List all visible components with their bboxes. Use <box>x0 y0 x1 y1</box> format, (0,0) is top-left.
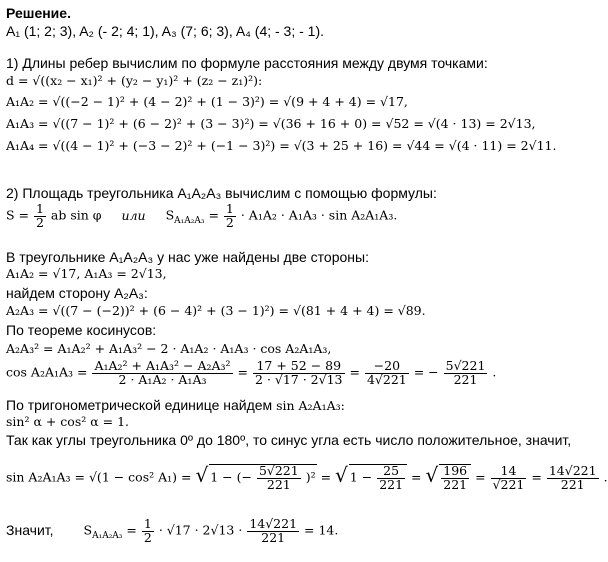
sin-radicand-3 <box>439 464 471 491</box>
points-line: A₁ (1; 2; 3), A₂ (- 2; 4; 1), A₃ (7; 6; 3), A₄ (4; - 3; - 1). <box>6 23 325 39</box>
edge-a1a3: A₁A₃ = √((7 − 1)² + (6 − 2)² + (3 − 3)²) = √(36 + 16 + 0) = √52 = √(4 · 13) = 2√13, <box>6 116 536 131</box>
edge-a2a3: A₂A₃ = √((7 − (−2))² + (6 − 4)² + (3 − 1)²) = √(81 + 4 + 4) = √89. <box>6 303 426 318</box>
sin-frac-5-den: 221 <box>547 478 599 492</box>
sin-frac-1 <box>257 465 301 491</box>
sin-frac-2-num: 25 <box>383 463 400 478</box>
final-half-den: 2 <box>143 529 152 545</box>
cos-frac-4-den: 221 <box>444 373 488 387</box>
sin-frac-1-den: 221 <box>257 478 301 492</box>
cos-frac-2-den: 2 · √17 · 2√13 <box>255 371 343 387</box>
sqrt-sign-3 <box>426 463 439 487</box>
cos-frac-3 <box>365 360 409 386</box>
half-den: 2 <box>35 214 44 230</box>
find-side-text: найдем сторону A₂A₃: <box>6 285 148 301</box>
sin-i1-post: )² <box>305 469 316 485</box>
sin-radicand-2 <box>349 464 407 491</box>
cos-frac-3-num: −20 <box>373 358 401 373</box>
area-formula-mid: ab sin φ <box>50 207 102 223</box>
cos-frac-2-num: 17 + 52 − 89 <box>256 358 342 373</box>
final-frac <box>247 518 299 544</box>
sin-frac-3-den: 221 <box>443 476 468 492</box>
sin-frac-3 <box>441 465 469 491</box>
edge-a1a4: A₁A₄ = √((4 − 1)² + (−3 − 2)² + (−1 − 3)²) = √(3 + 25 + 16) = √44 = √(4 · 11) = 2√11. <box>6 138 557 153</box>
final-frac-den: 221 <box>247 531 299 545</box>
sin-frac-5 <box>547 465 599 491</box>
final-s: S <box>83 522 93 538</box>
half-num: 1 <box>35 201 44 216</box>
sin-frac-4 <box>491 465 527 491</box>
cos-computation: cos A₂A₁A₃ = $\frac{\text{A₁A₂² + A₁A₃² − A₂A₃²}}{\text{2 · A₁A₂ · A₁A₃}}$ = $\frac{17 + 52 - 89}{2 \cdot √17 \cdot 2√13}$ = $\frac{-20}{4√221}$ = − $\frac{5√221}{221}$ . <box>6 358 497 387</box>
trig-identity-text <box>6 398 345 413</box>
cosine-theorem-eq: A₂A₃² = A₁A₂² + A₁A₃² − 2 · A₁A₂ · A₁A₃ · cos A₂A₁A₃, <box>6 341 332 356</box>
half-num-2: 1 <box>225 201 234 216</box>
area-formula: S = $\frac{1}{2}$ ab sin φ или $S_{A_1A_2A_3}$ = $\frac{1}{2}$ · A₁A₂ · A₁A₃ · sin A₂A₁A₃. <box>6 201 398 230</box>
section2-title: 2) Площадь треугольника A₁A₂A₃ вычислим с помощью формулы: <box>6 185 437 201</box>
sin-frac-4-den: √221 <box>492 476 525 492</box>
found-sides-values: A₁A₂ = √17, A₁A₃ = 2√13, <box>6 266 167 281</box>
sin-frac-4-num: 14 <box>500 463 517 478</box>
area-formula-or: или <box>121 207 146 223</box>
area-formula-left: S = <box>6 207 33 223</box>
sin-frac-2 <box>377 465 405 491</box>
trig-text: По тригонометрической единице найдем <box>6 397 273 413</box>
final-eq: = <box>126 522 137 538</box>
edge-a1a2: A₁A₂ = √((−2 − 1)² + (4 − 2)² + (1 − 3)²) = √(9 + 4 + 4) = √17, <box>6 94 408 109</box>
final-mid: · √17 · 2√13 · <box>158 522 243 538</box>
final-half-num: 1 <box>143 516 152 531</box>
sin-i2-pre: 1 − <box>349 469 373 485</box>
half-fraction <box>34 203 46 229</box>
cos-frac-4 <box>444 360 488 386</box>
sin-lhs: sin A₂A₁A₃ = √(1 − cos² A₁) = <box>6 469 192 485</box>
sin-frac-3-num: 196 <box>443 463 468 478</box>
sin-i1-pre: 1 − (− <box>210 469 252 485</box>
cos-frac-1-num: A₁A₂² + A₁A₃² − A₂A₃² <box>94 358 231 373</box>
sin-computation: sin A₂A₁A₃ = √(1 − cos² A₁) = √ 1 − (− $\frac{5√221}{221}$ )² = √ 1 − $\frac{25}{221}$ = √ $\frac{196}{221}$ = $\frac{14}{√221}$ = $\frac{14√221}{221}$ . <box>6 464 608 491</box>
area-s: S <box>165 207 175 223</box>
heading: Решение. <box>6 5 71 21</box>
cosine-theorem-title: По теореме косинусов: <box>6 322 157 338</box>
sin-radicand-1 <box>209 464 316 491</box>
sin-frac-1-num: 5√221 <box>258 463 299 478</box>
sqrt-sign-1 <box>195 463 208 487</box>
trig-identity: sin² α + cos² α = 1. <box>6 414 130 429</box>
half-fraction-2 <box>224 203 236 229</box>
sin-frac-2-den: 221 <box>379 476 404 492</box>
final-frac-num: 14√221 <box>249 516 298 531</box>
found-sides-text: В треугольнике A₁A₂A₃ у нас уже найдены две стороны: <box>6 249 369 265</box>
since-text: Так как углы треугольника 0º до 180º, то синус угла есть число положительное, значит, <box>6 432 572 448</box>
cos-lhs: cos A₂A₁A₃ = <box>6 364 92 380</box>
half-den-2: 2 <box>225 214 234 230</box>
so-text: Значит, <box>6 521 54 538</box>
final-half <box>142 518 154 544</box>
section1-title: 1) Длины ребер вычислим по формуле расстояния между двумя точками: <box>6 55 488 71</box>
final-result: = 14. <box>304 522 339 538</box>
sqrt-sign-2 <box>335 463 348 487</box>
final-computation <box>6 518 338 544</box>
final-s-sub: A₁A₂A₃ <box>92 531 123 541</box>
cos-frac-4-num: 5√221 <box>445 358 486 373</box>
cos-frac-3-den: 4√221 <box>366 371 407 387</box>
cos-frac-1 <box>92 360 232 386</box>
trig-text-math: sin A₂A₁A₃: <box>276 398 345 413</box>
area-s-sub: A₁A₂A₃ <box>174 216 205 226</box>
sin-frac-5-num: 14√221 <box>548 463 597 478</box>
cos-frac-1-den: 2 · A₁A₂ · A₁A₃ <box>92 373 232 387</box>
area-formula-right: · A₁A₂ · A₁A₃ · sin A₂A₁A₃. <box>240 207 398 223</box>
cos-frac-2 <box>253 360 345 386</box>
distance-formula: d = √((x₂ − x₁)² + (y₂ − y₁)² + (z₂ − z₁)²): <box>6 73 263 88</box>
